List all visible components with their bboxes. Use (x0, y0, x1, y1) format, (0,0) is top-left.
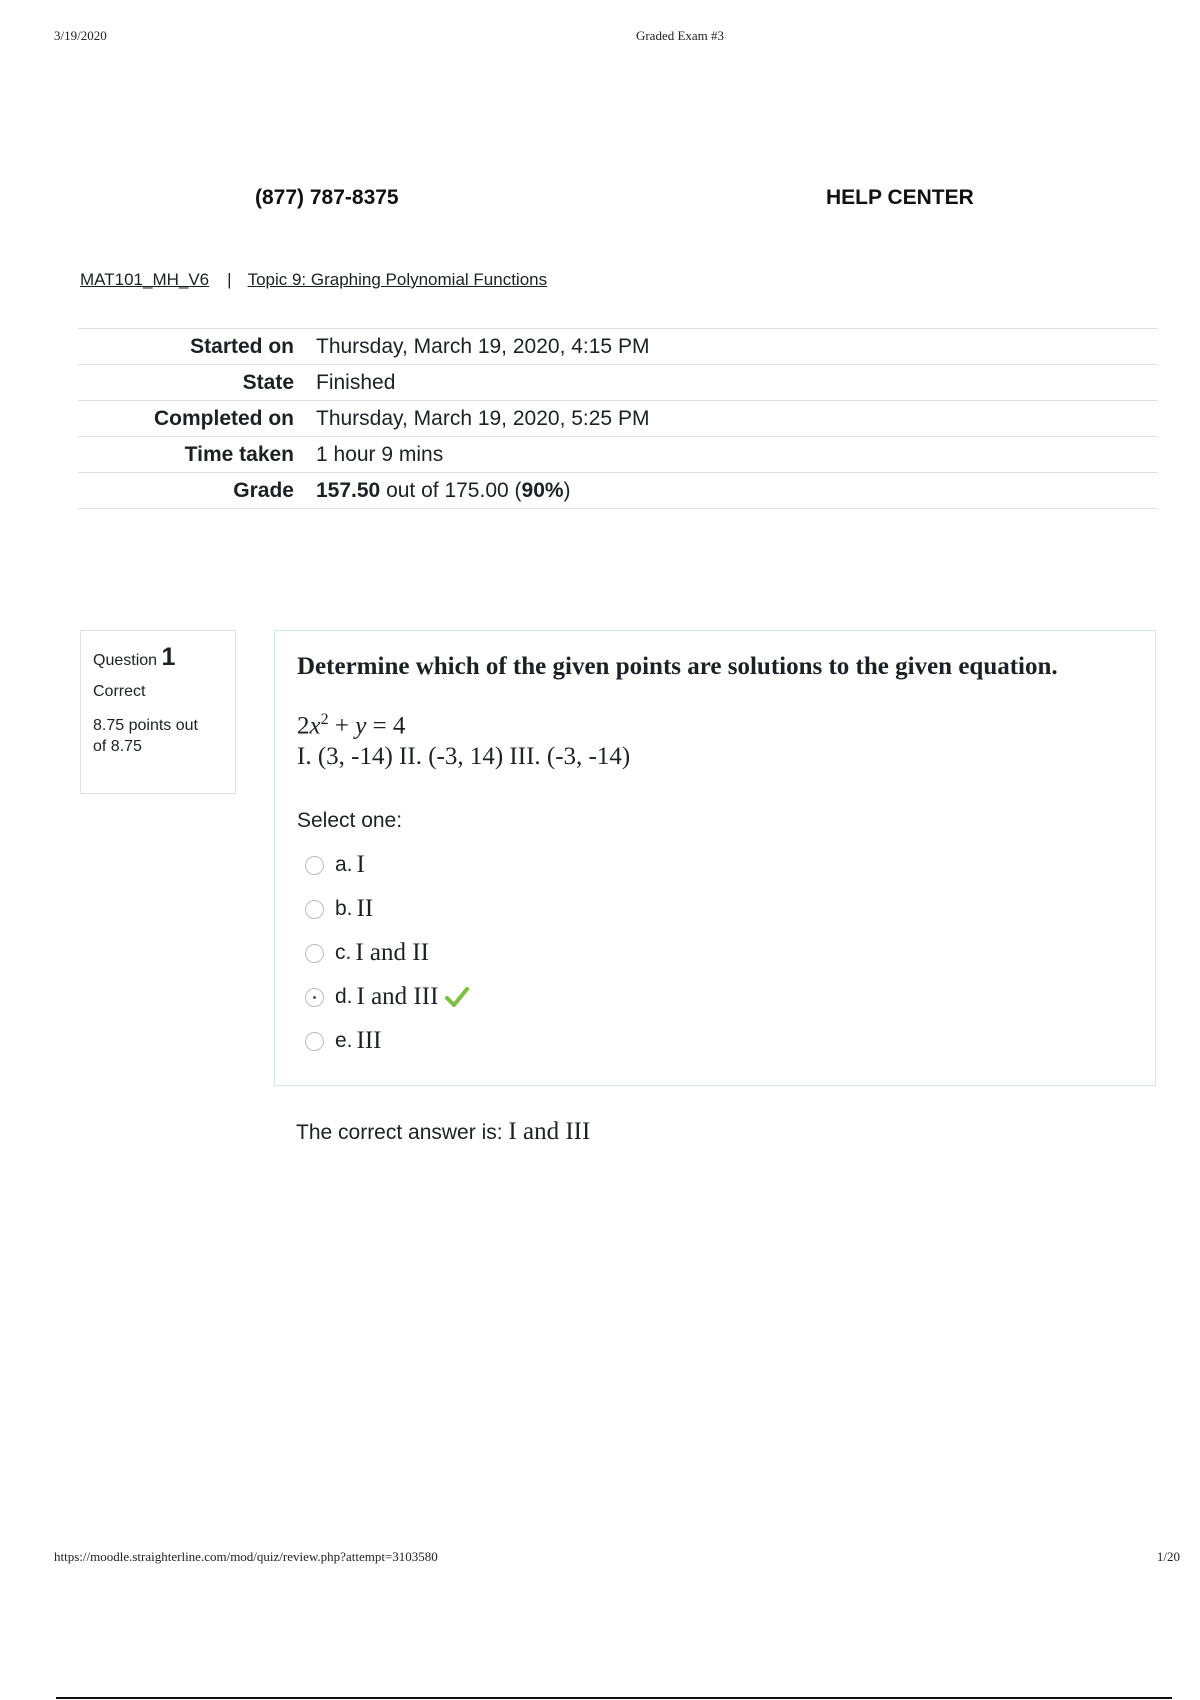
question-grade-line: 8.75 points out (93, 717, 198, 735)
question-formulation (274, 630, 1156, 1086)
eq-rest: = 4 (366, 712, 406, 740)
eq-yvar: y (355, 712, 367, 740)
summary-row-time-taken (78, 437, 1158, 473)
grade-end: ) (563, 478, 571, 502)
question-state: Correct (93, 682, 146, 700)
question-label: Question (93, 652, 158, 669)
question-grade (93, 716, 223, 758)
summary-row-started (78, 329, 1158, 365)
breadcrumb-course-link[interactable]: MAT101_MH_V6 (80, 270, 210, 289)
answer-text: III (356, 1027, 382, 1054)
grade-percent: 90% (521, 478, 564, 502)
question-grade-line: of 8.75 (93, 738, 142, 756)
summary-label: Started on (190, 334, 294, 358)
breadcrumb-separator: | (227, 270, 232, 289)
summary-value: 1 hour 9 mins (316, 442, 444, 466)
print-title: Graded Exam #3 (635, 28, 725, 43)
question-equation (297, 711, 405, 740)
question-number: 1 (161, 643, 176, 671)
print-url: https://moodle.straighterline.com/mod/quiz/review.php?attempt=3103580 (54, 1549, 438, 1564)
answer-option-a[interactable] (305, 843, 470, 887)
summary-row-completed (78, 401, 1158, 437)
summary-value: Thursday, March 19, 2020, 4:15 PM (316, 334, 650, 358)
eq-plus: + (328, 712, 356, 740)
summary-row-grade (78, 473, 1158, 509)
select-one-prompt: Select one: (297, 809, 403, 832)
help-center-link[interactable]: HELP CENTER (826, 186, 974, 209)
answer-letter: a. (335, 853, 353, 876)
summary-value: Thursday, March 19, 2020, 5:25 PM (316, 406, 650, 430)
question-number-line (93, 641, 223, 674)
answer-option-b[interactable] (305, 887, 470, 931)
feedback-prefix: The correct answer is: (296, 1121, 509, 1144)
answer-letter: b. (335, 897, 353, 920)
eq-exp: 2 (320, 711, 329, 728)
breadcrumb-topic-link[interactable]: Topic 9: Graphing Polynomial Functions (247, 270, 548, 289)
attempt-summary-table (78, 328, 1158, 509)
answer-letter: e. (335, 1029, 353, 1052)
radio-button[interactable] (305, 944, 324, 963)
radio-button[interactable] (305, 900, 324, 919)
question-info-box (80, 630, 236, 794)
summary-label: Completed on (154, 406, 294, 430)
print-date: 3/19/2020 (54, 28, 107, 43)
summary-label: Grade (233, 478, 294, 502)
answer-options (305, 843, 470, 1063)
answer-letter: c. (335, 941, 352, 964)
summary-row-state (78, 365, 1158, 401)
answer-option-d[interactable] (305, 975, 470, 1019)
breadcrumb (80, 270, 547, 290)
answer-letter: d. (335, 985, 353, 1008)
radio-button[interactable] (305, 1032, 324, 1051)
summary-value: Finished (316, 370, 396, 394)
page-divider (56, 1697, 1172, 1699)
answer-option-c[interactable] (305, 931, 470, 975)
answer-text: I (356, 851, 365, 878)
grade-value (316, 473, 1158, 509)
grade-score: 157.50 (316, 478, 381, 502)
question-points-list: I. (3, -14) II. (-3, 14) III. (-3, -14) (297, 743, 631, 770)
answer-text: I and II (355, 939, 429, 966)
radio-button-selected[interactable] (305, 988, 324, 1007)
answer-option-e[interactable] (305, 1019, 470, 1063)
answer-text: II (356, 895, 374, 922)
eq-var: x (309, 712, 321, 740)
print-page-number: 1/20 (1156, 1549, 1180, 1564)
phone-number[interactable]: (877) 787-8375 (255, 186, 399, 209)
correct-check-icon (444, 985, 470, 1009)
grade-mid: out of 175.00 ( (380, 478, 522, 502)
summary-label: State (242, 370, 294, 394)
correct-answer-feedback (296, 1118, 590, 1146)
question-text: Determine which of the given points are solutions to the given equation. (297, 653, 1058, 680)
summary-label: Time taken (184, 442, 294, 466)
answer-text: I and III (356, 983, 439, 1010)
radio-button[interactable] (305, 856, 324, 875)
eq-coef: 2 (297, 712, 310, 740)
feedback-answer: I and III (508, 1118, 591, 1145)
